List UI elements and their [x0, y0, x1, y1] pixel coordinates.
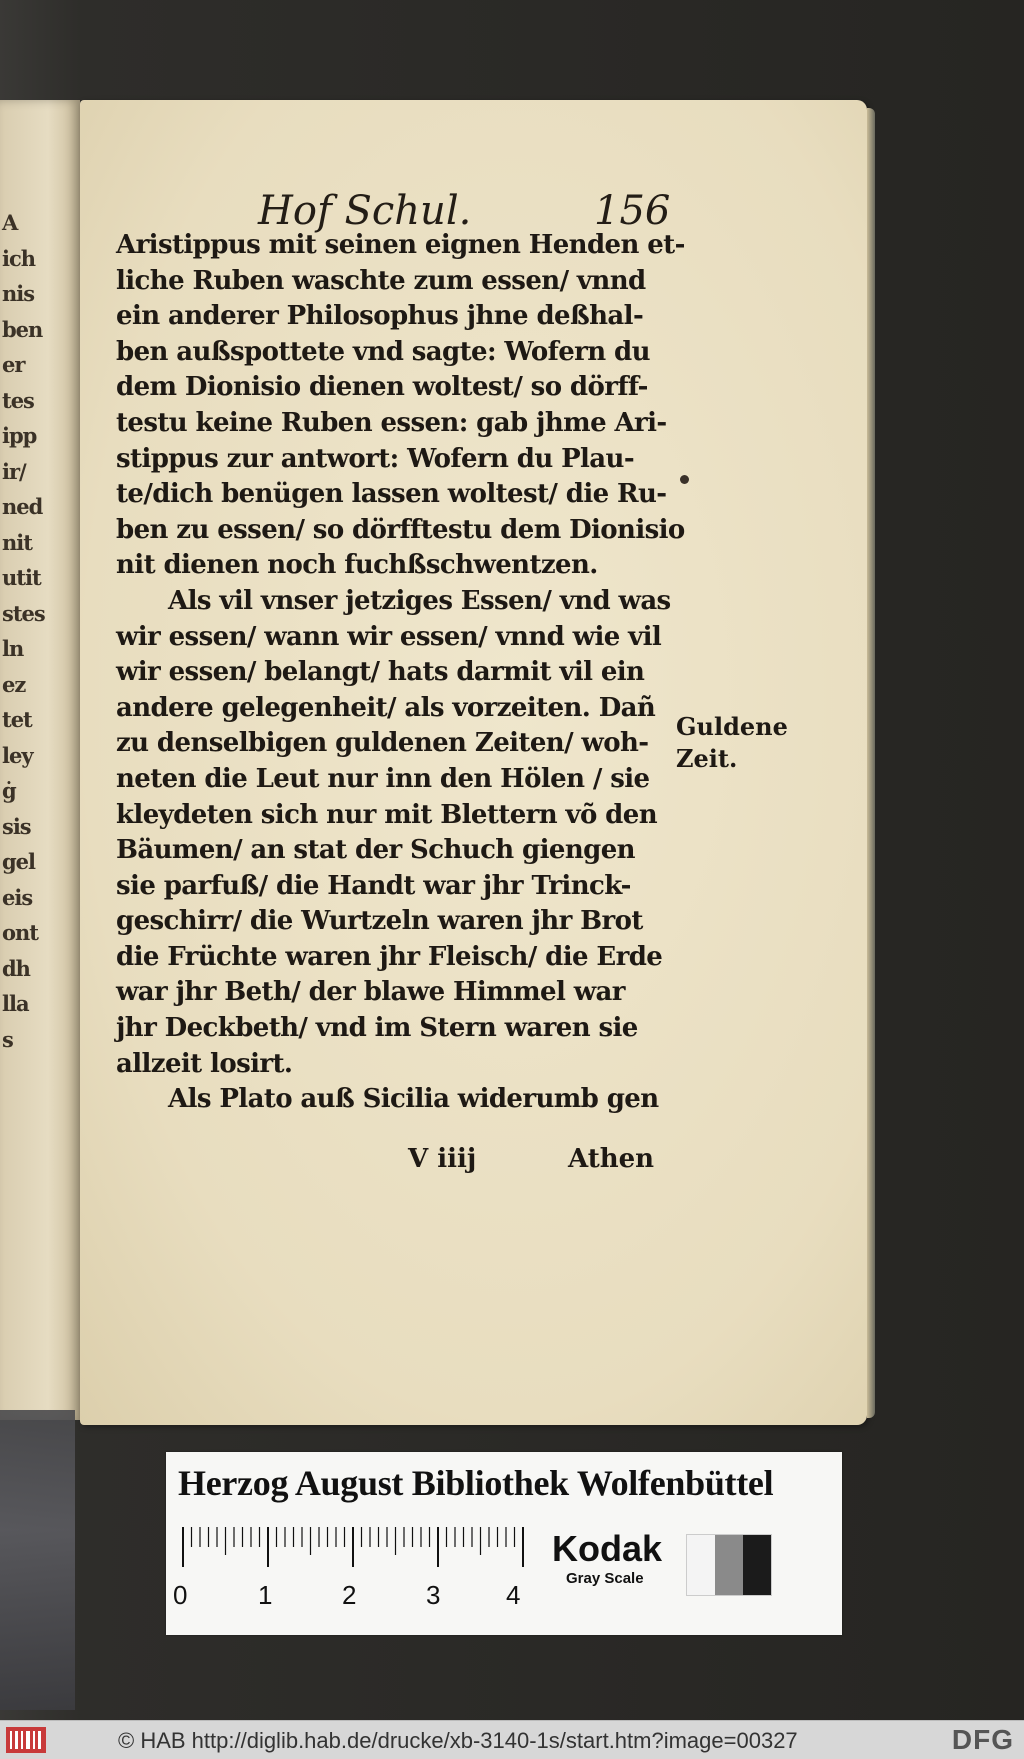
- text-line: Als vil vnser jetziges Essen/ vnd was: [168, 585, 671, 616]
- previous-page-text: sis: [2, 813, 31, 839]
- text-line: wir essen/ belangt/ hats darmit vil ein: [116, 657, 645, 688]
- dfg-logo: DFG: [951, 1724, 1014, 1755]
- margin-mark: [680, 475, 689, 484]
- copyright-link[interactable]: © HAB http://diglib.hab.de/drucke/xb-3140-1s/start.htm?image=00327: [118, 1728, 798, 1753]
- ruler-number: 3: [426, 1580, 441, 1610]
- running-head: Hof Schul.: [258, 188, 472, 234]
- text-line: dem Dionisio dienen woltest/ so dörff-: [116, 372, 648, 403]
- text-line: te/dich benügen lassen woltest/ die Ru-: [116, 479, 667, 510]
- previous-page-text: ġ: [2, 778, 16, 803]
- previous-page-text: ln: [2, 636, 24, 661]
- text-line: Bäumen/ an stat der Schuch giengen: [116, 835, 635, 866]
- ruler-number: 1: [258, 1580, 273, 1610]
- text-line: jhr Deckbeth/ vnd im Stern waren sie: [116, 1013, 638, 1044]
- hab-barcode-icon: [6, 1727, 46, 1753]
- text-line: kleydeten sich nur mit Blettern võ den: [116, 799, 658, 830]
- page-number: 156: [594, 188, 671, 234]
- text-line: war jhr Beth/ der blawe Himmel war: [116, 977, 625, 1008]
- text-line: Aristippus mit seinen eignen Henden et-: [116, 230, 685, 260]
- swatch-white: [687, 1535, 715, 1595]
- text-line: ben zu essen/ so dörfftestu dem Dionisio: [116, 514, 685, 545]
- swatch-gray: [715, 1535, 743, 1595]
- previous-page-text: ez: [2, 671, 26, 697]
- text-line: stippus zur antwort: Wofern du Plau-: [116, 443, 635, 474]
- color-calibration-card: [166, 1452, 842, 1635]
- text-line: sie parfuß/ die Handt war jhr Trinck-: [116, 870, 631, 901]
- text-line: nit dienen noch fuchßschwentzen.: [116, 550, 598, 581]
- previous-page-text: er: [2, 352, 25, 377]
- previous-page-text: nis: [2, 281, 35, 306]
- previous-page-text: ben: [2, 316, 43, 342]
- text-line: andere gelegenheit/ als vorzeiten. Dañ: [116, 692, 656, 723]
- ruler-scale: [181, 1527, 526, 1567]
- gray-swatches: [686, 1534, 772, 1596]
- previous-page-text: nit: [2, 529, 32, 555]
- margin-note-line-1: Guldene: [676, 712, 788, 741]
- previous-page-text: s: [2, 1026, 13, 1052]
- swatch-black: [743, 1535, 771, 1595]
- ruler-number: 2: [342, 1580, 357, 1610]
- body-text: [116, 228, 686, 1118]
- page-edge: [867, 108, 875, 1418]
- previous-page-text: tet: [2, 707, 32, 732]
- previous-page-text: dh: [2, 955, 30, 981]
- previous-page-text: ley: [2, 742, 33, 768]
- ruler-number: 4: [506, 1580, 521, 1610]
- margin-note-line-2: Zeit.: [676, 744, 738, 773]
- previous-page-text: ont: [2, 920, 38, 945]
- previous-page-text: eis: [2, 884, 33, 910]
- previous-page-text: ned: [2, 494, 43, 519]
- previous-page-edge: [0, 100, 80, 1420]
- text-line: zu denselbigen guldenen Zeiten/ woh-: [116, 728, 649, 759]
- text-line: ben außspottete vnd sagte: Wofern du: [116, 336, 650, 367]
- text-line: allzeit losirt.: [116, 1048, 293, 1079]
- text-line: die Früchte waren jhr Fleisch/ die Erde: [116, 941, 663, 972]
- previous-page-text: utit: [2, 565, 41, 590]
- text-line: neten die Leut nur inn den Hölen / sie: [116, 763, 650, 794]
- gray-scale-label: Gray Scale: [566, 1570, 644, 1587]
- text-line: testu keine Ruben essen: gab jhme Ari-: [116, 407, 667, 438]
- previous-page-text: lla: [2, 991, 29, 1016]
- text-line: ein anderer Philosophus jhne deßhal-: [116, 301, 644, 332]
- text-line: geschirr/ die Wurtzeln waren jhr Brot: [116, 906, 643, 937]
- page-holder: [0, 1410, 75, 1710]
- previous-page-text: ipp: [2, 423, 37, 448]
- ruler-number: 0: [173, 1580, 188, 1610]
- text-line: wir essen/ wann wir essen/ vnnd wie vil: [116, 621, 662, 652]
- footer-bar: [0, 1720, 1024, 1759]
- previous-page-text: A: [2, 210, 18, 235]
- previous-page-text: gel: [2, 849, 36, 874]
- text-line: liche Ruben waschte zum essen/ vnnd: [116, 265, 646, 296]
- signature-mark: V iiij: [408, 1144, 477, 1174]
- kodak-logo: Kodak: [552, 1528, 663, 1569]
- previous-page-text: ich: [2, 245, 36, 271]
- previous-page-text: stes: [2, 600, 45, 626]
- book-page: [80, 100, 867, 1425]
- previous-page-text: ir/: [2, 458, 26, 484]
- catchword: Athen: [568, 1144, 655, 1174]
- card-title: Herzog August Bibliothek Wolfenbüttel: [178, 1463, 774, 1503]
- previous-page-text: tes: [2, 387, 34, 413]
- text-line: Als Plato auß Sicilia widerumb gen: [168, 1084, 659, 1115]
